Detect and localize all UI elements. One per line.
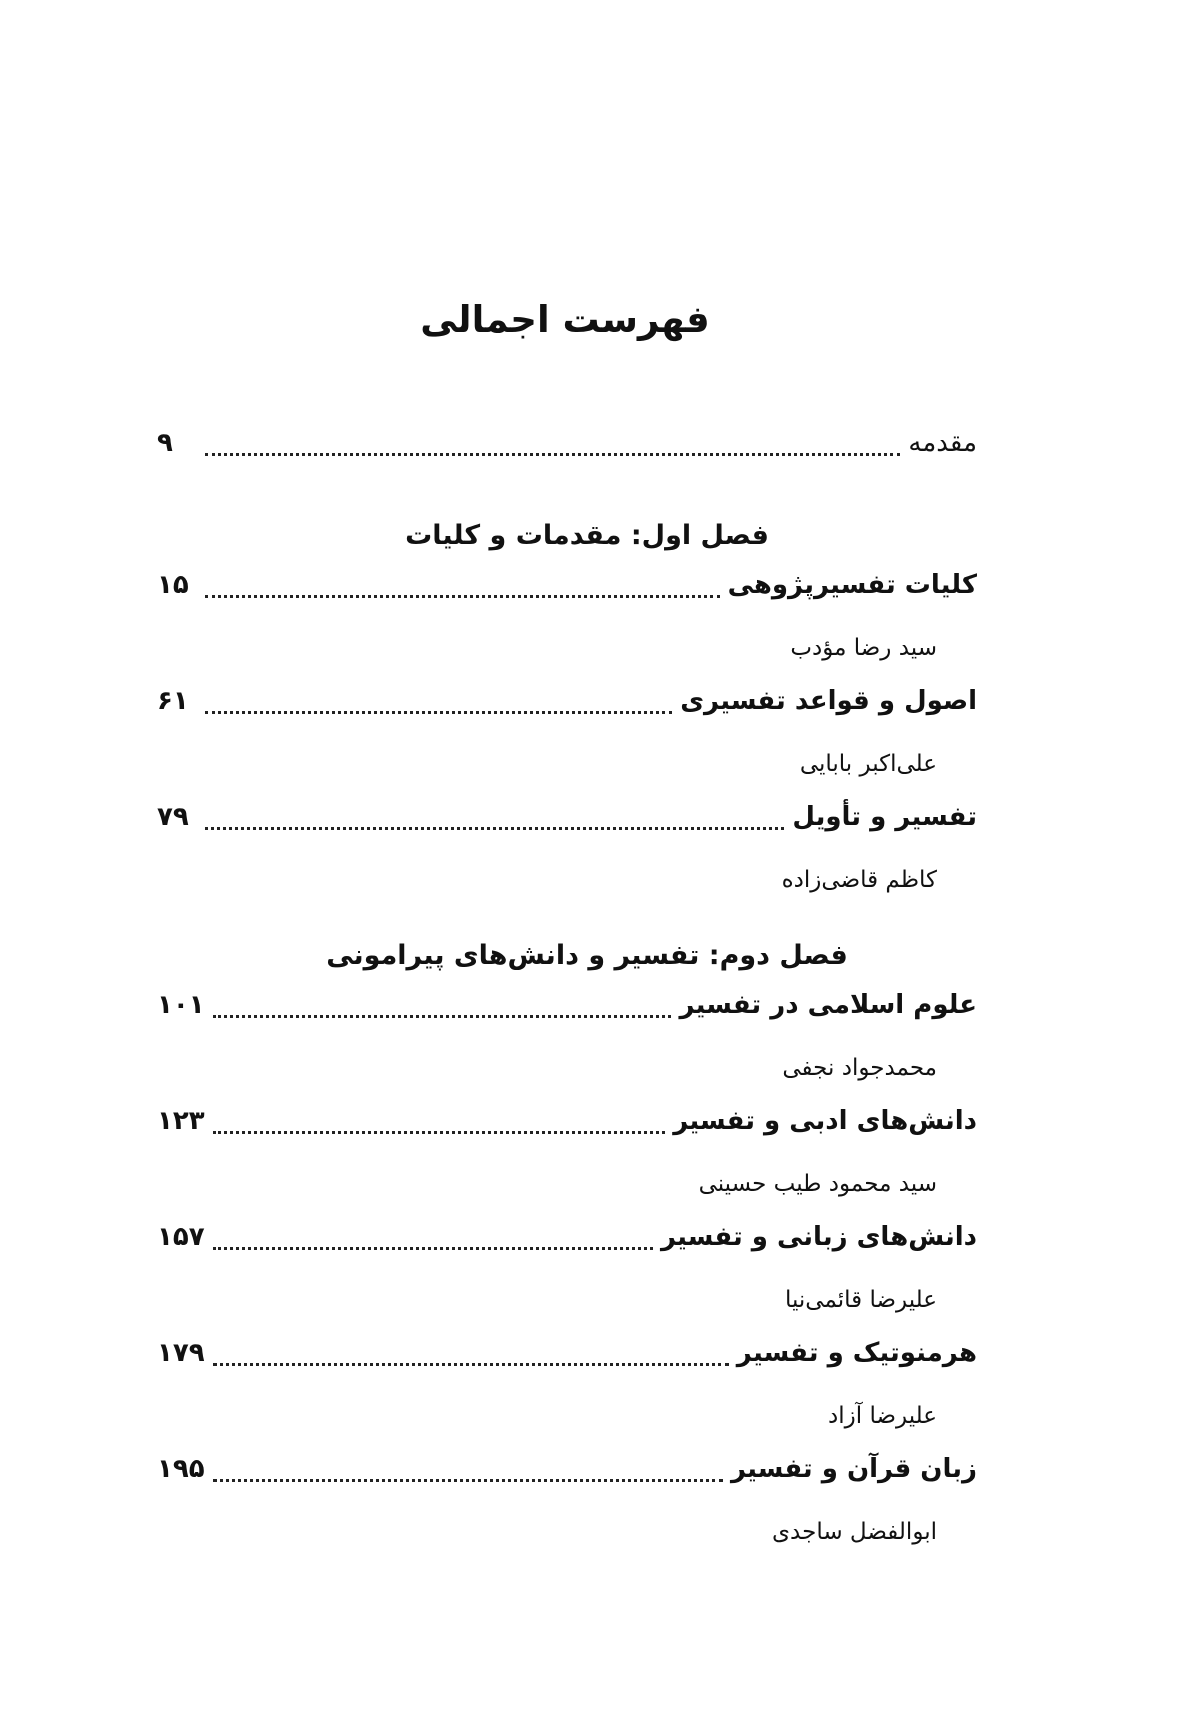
toc-entry-title: مقدمه [908, 428, 977, 458]
dot-leader [205, 452, 900, 456]
toc-entry[interactable] [157, 990, 977, 1030]
toc-entry-author: محمدجواد نجفی [782, 1055, 937, 1081]
dot-leader [205, 826, 784, 830]
toc-entry-author: علیرضا قائمی‌نیا [784, 1287, 937, 1313]
toc-entry-author: سید رضا مؤدب [790, 635, 937, 661]
toc-entry-author: علی‌اکبر بابایی [799, 751, 937, 777]
toc-page-number: ۱۷۹ [157, 1338, 205, 1368]
dot-leader [205, 594, 720, 598]
table-of-contents [157, 428, 977, 1570]
toc-page-number: ۶۱ [157, 686, 189, 716]
toc-entry-author: کاظم قاضی‌زاده [781, 867, 937, 893]
toc-entry-title: دانش‌های ادبی و تفسیر [673, 1106, 977, 1136]
toc-entry[interactable] [157, 686, 977, 726]
dot-leader [213, 1014, 672, 1018]
chapter-heading: فصل اول: مقدمات و کلیات [405, 520, 769, 551]
toc-entry[interactable] [157, 1106, 977, 1146]
toc-page-number: ۱۵۷ [157, 1222, 205, 1252]
toc-entry-title: علوم اسلامی در تفسیر [679, 990, 977, 1020]
toc-entry-title: کلیات تفسیرپژوهی [727, 570, 977, 600]
toc-page-number: ۷۹ [157, 802, 189, 832]
dot-leader [213, 1130, 666, 1134]
toc-entry[interactable] [157, 1338, 977, 1378]
dot-leader [213, 1362, 729, 1366]
toc-entry-intro[interactable] [157, 428, 977, 468]
toc-entry[interactable] [157, 1222, 977, 1262]
chapter-heading: فصل دوم: تفسیر و دانش‌های پیرامونی [326, 940, 848, 971]
toc-entry-title: تفسیر و تأویل [792, 802, 977, 832]
page-title: فهرست اجمالی [420, 298, 710, 341]
toc-page-number: ۱۰۱ [157, 990, 205, 1020]
toc-entry[interactable] [157, 570, 977, 610]
toc-entry-title: اصول و قواعد تفسیری [680, 686, 977, 716]
dot-leader [213, 1478, 723, 1482]
dot-leader [213, 1246, 653, 1250]
toc-page-number: ۱۹۵ [157, 1454, 205, 1484]
toc-entry-author: سید محمود طیب حسینی [698, 1171, 937, 1197]
toc-page-number: ۱۵ [157, 570, 189, 600]
toc-entry[interactable] [157, 1454, 977, 1494]
toc-page-number: ۱۲۳ [157, 1106, 205, 1136]
dot-leader [205, 710, 672, 714]
toc-entry-title: دانش‌های زبانی و تفسیر [661, 1222, 977, 1252]
toc-entry-title: هرمنوتیک و تفسیر [736, 1338, 977, 1368]
toc-entry[interactable] [157, 802, 977, 842]
spacer [157, 468, 977, 502]
toc-entry-title: زبان قرآن و تفسیر [730, 1454, 977, 1484]
toc-page-number: ۹ [157, 428, 173, 458]
toc-entry-author: علیرضا آزاد [828, 1403, 937, 1429]
toc-entry-author: ابوالفضل ساجدی [772, 1519, 937, 1545]
